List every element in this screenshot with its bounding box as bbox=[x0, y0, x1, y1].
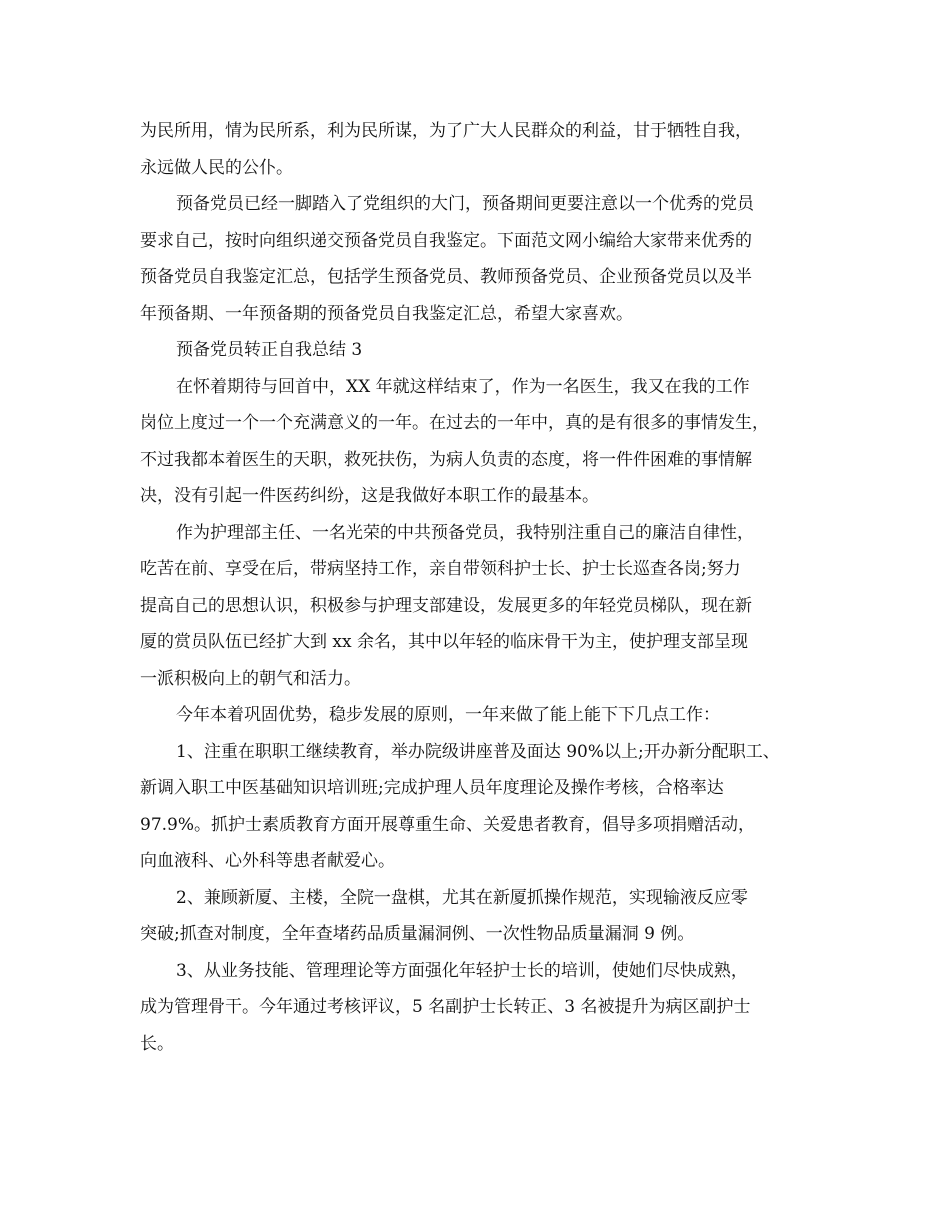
text-line: 吃苦在前、享受在后，带病坚持工作，亲自带领科护士长、护士长巡查各岗;努力 bbox=[140, 559, 741, 579]
text-line: 突破;抓查对制度，全年查堵药品质量漏洞例、一次性物品质量漏洞 9 例。 bbox=[140, 924, 695, 944]
paragraph-start-line: 预备党员已经一脚踏入了党组织的大门，预备期间更要注意以一个优秀的党员 bbox=[176, 194, 754, 214]
text-line: 要求自己，按时向组织递交预备党员自我鉴定。下面范文网小编给大家带来优秀的 bbox=[140, 230, 752, 251]
text-line: 为民所用，情为民所系，利为民所谋，为了广大人民群众的利益，甘于牺牲自我， bbox=[140, 121, 752, 141]
text-line: 不过我都本着医生的天职，救死扶伤，为病人负责的态度，将一件件困难的事情解 bbox=[140, 449, 752, 470]
paragraph-start-line: 今年本着巩固优势，稳步发展的原则，一年来做了能上能下下几点工作： bbox=[176, 705, 720, 725]
text-line: 新调入职工中医基础知识培训班;完成护理人员年度理论及操作考核，合格率达 bbox=[140, 778, 724, 798]
text-line: 预备党员自我鉴定汇总，包括学生预备党员、教师预备党员、企业预备党员以及半 bbox=[140, 267, 752, 287]
section-heading: 预备党员转正自我总结 3 bbox=[176, 340, 363, 360]
text-line: 97.9%。抓护士素质教育方面开展尊重生命、关爱患者教育，倡导多项捐赠活动， bbox=[140, 814, 756, 835]
text-line: 向血液科、心外科等患者献爱心。 bbox=[140, 851, 395, 871]
list-item-3-line: 3、从业务技能、管理理论等方面强化年轻护士长的培训，使她们尽快成熟， bbox=[176, 960, 748, 981]
paragraph-start-line: 在怀着期待与回首中，XX 年就这样结束了，作为一名医生，我又在我的工作 bbox=[176, 376, 750, 397]
text-line: 厦的赏员队伍已经扩大到 xx 余名，其中以年轻的临床骨干为主，使护理支部呈现 bbox=[140, 632, 748, 652]
text-line: 岗位上度过一个一个充满意义的一年。在过去的一年中，真的是有很多的事情发生， bbox=[140, 413, 769, 433]
list-item-1-line: 1、注重在职职工继续教育，举办院级讲座普及面达 90%以上;开办新分配职工、 bbox=[176, 741, 780, 762]
text-line: 提高自己的思想认识，积极参与护理支部建设，发展更多的年轻党员梯队，现在新 bbox=[140, 595, 752, 616]
paragraph-start-line: 作为护理部主任、一名光荣的中共预备党员，我特别注重自己的廉洁自律性， bbox=[176, 522, 754, 543]
text-line: 成为管理骨干。今年通过考核评议，5 名副护士长转正、3 名被提升为病区副护士 bbox=[140, 997, 751, 1017]
text-line: 永远做人民的公仆。 bbox=[140, 157, 293, 178]
text-line: 年预备期、一年预备期的预备党员自我鉴定汇总，希望大家喜欢。 bbox=[140, 303, 633, 324]
document-body bbox=[140, 113, 830, 1062]
text-line: 一派积极向上的朝气和活力。 bbox=[140, 668, 361, 689]
list-item-2-line: 2、兼顾新厦、主楼，全院一盘棋，尤其在新厦抓操作规范，实现输液反应零 bbox=[176, 887, 748, 908]
text-line: 长。 bbox=[140, 1033, 174, 1054]
text-line: 决，没有引起一件医药纠纷，这是我做好本职工作的最基本。 bbox=[140, 486, 599, 506]
